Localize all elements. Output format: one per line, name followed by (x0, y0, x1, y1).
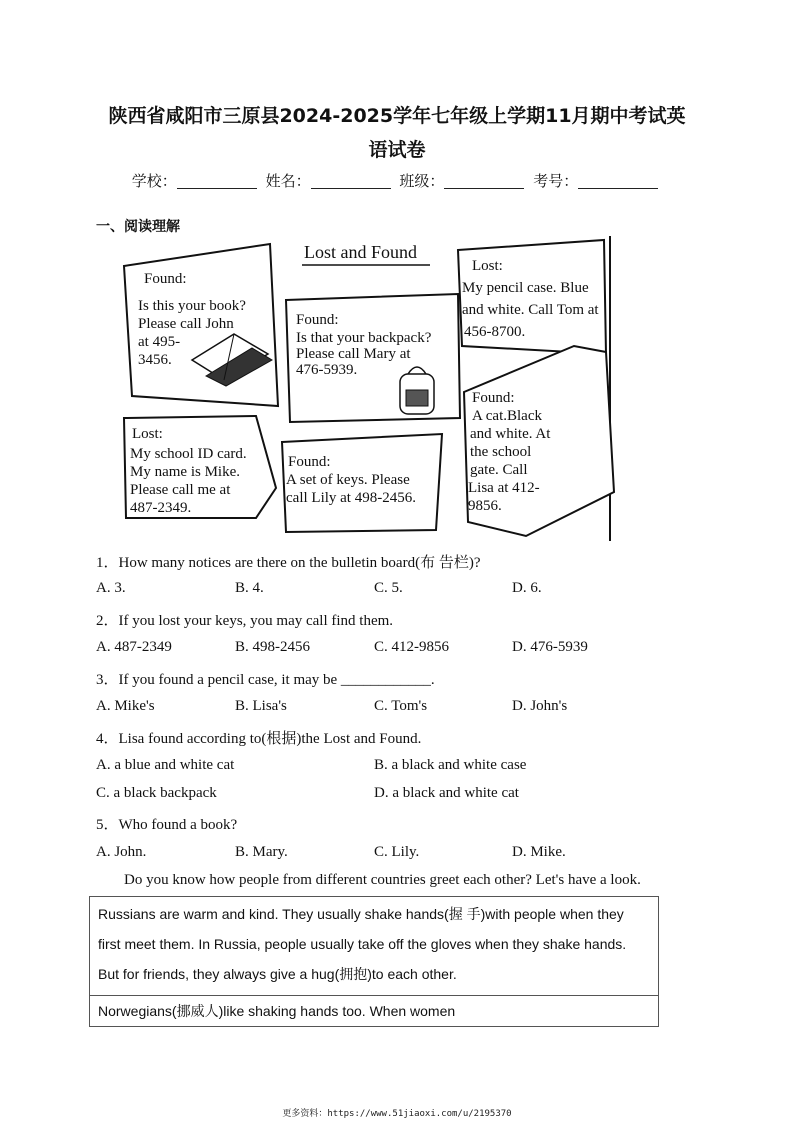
svg-text:A cat.Black: A cat.Black (472, 408, 542, 424)
q4-option-c[interactable]: C. a black backpack (96, 785, 217, 801)
notice-found-cat (464, 346, 614, 536)
backpack-icon (400, 367, 434, 414)
notice-found-keys (282, 434, 442, 532)
exam-number-blank[interactable] (578, 188, 658, 189)
svg-text:3456.: 3456. (138, 352, 172, 368)
svg-text:the school: the school (470, 444, 532, 460)
student-info-line (0, 170, 794, 191)
exam-title-line2: 语试卷 (368, 139, 426, 161)
school-label: 学校： (131, 172, 177, 190)
q4-option-a[interactable]: A. a blue and white cat (96, 757, 235, 773)
svg-text:Found:: Found: (472, 390, 515, 406)
q2-option-b[interactable]: B. 498-2456 (235, 639, 310, 655)
svg-text:Lost:: Lost: (472, 258, 503, 274)
q1-option-c[interactable]: C. 5. (374, 580, 403, 596)
passage-row-norwegians: Norwegians(挪威人)like shaking hands too. When women (98, 1003, 456, 1019)
q4-option-b[interactable]: B. a black and white case (374, 757, 527, 773)
q3-option-b[interactable]: B. Lisa's (235, 698, 287, 714)
section-title: 一、阅读理解 (96, 219, 180, 235)
question-5: 5．Who found a book? (96, 817, 238, 833)
svg-text:Is this your book?: Is this your book? (138, 298, 246, 314)
q2-option-c[interactable]: C. 412-9856 (374, 639, 449, 655)
svg-text:call Lily at 498-2456.: call Lily at 498-2456. (286, 490, 416, 506)
svg-text:Is that your backpack?: Is that your backpack? (296, 330, 432, 346)
question-1: 1．How many notices are there on the bulletin board(布 告栏)? (96, 555, 481, 571)
passage-row-russians (90, 897, 658, 996)
q5-option-c[interactable]: C. Lily. (374, 844, 420, 860)
svg-text:Please call Mary at: Please call Mary at (296, 346, 411, 362)
question-4: 4．Lisa found according to(根据)the Lost and Found. (96, 731, 422, 747)
svg-text:Lost:: Lost: (132, 426, 163, 442)
svg-text:My pencil case. Blue: My pencil case. Blue (462, 280, 589, 296)
svg-text:456-8700.: 456-8700. (464, 324, 526, 340)
q5-option-d[interactable]: D. Mike. (512, 844, 566, 860)
q3-option-a[interactable]: A. Mike's (96, 698, 155, 714)
board-heading: Lost and Found (304, 242, 418, 262)
question-2: 2．If you lost your keys, you may call find them. (96, 613, 394, 629)
exam-number-label: 考号： (533, 172, 579, 190)
name-blank[interactable] (311, 188, 391, 189)
lost-and-found-board (96, 236, 616, 546)
q1-option-a[interactable]: A. 3. (96, 580, 126, 596)
school-blank[interactable] (177, 188, 257, 189)
svg-text:9856.: 9856. (468, 498, 502, 514)
svg-text:My school ID card.: My school ID card. (130, 446, 247, 462)
passage-line: first meet them. In Russia, people usually take off the gloves when they shake hands. (98, 936, 627, 952)
svg-text:Found:: Found: (288, 454, 331, 470)
q3-option-c[interactable]: C. Tom's (374, 698, 428, 714)
svg-text:My name is Mike.: My name is Mike. (130, 464, 240, 480)
q1-option-b[interactable]: B. 4. (235, 580, 264, 596)
exam-title-line1: 陕西省咸阳市三原县2024-2025学年七年级上学期11月期中考试英 (108, 105, 686, 127)
svg-text:at 495-: at 495- (138, 334, 181, 350)
passage-line: Russians are warm and kind. They usually shake hands(握 手)with people when they (98, 906, 624, 922)
passage-line: But for friends, they always give a hug(拥抱)to each other. (98, 966, 457, 982)
svg-text:Lisa at 412-: Lisa at 412- (468, 480, 540, 496)
notice-lost-pencil-case (458, 240, 606, 354)
footer-link[interactable]: 更多资料：https://www.51jiaoxi.com/u/2195370 (282, 1109, 512, 1119)
passage-table (89, 896, 659, 1027)
svg-text:A set of keys. Please: A set of keys. Please (286, 472, 410, 488)
svg-text:gate. Call: gate. Call (470, 462, 528, 478)
q5-option-a[interactable]: A. John. (96, 844, 147, 860)
notice-found-backpack (286, 294, 460, 422)
q5-option-b[interactable]: B. Mary. (235, 844, 288, 860)
q3-option-d[interactable]: D. John's (512, 698, 568, 714)
svg-text:Please call John: Please call John (138, 316, 234, 332)
svg-text:Found:: Found: (296, 312, 339, 328)
name-label: 姓名： (265, 172, 311, 190)
svg-text:476-5939.: 476-5939. (296, 362, 358, 378)
notice-lost-id-card (124, 416, 276, 518)
q4-option-d[interactable]: D. a black and white cat (374, 785, 519, 801)
q1-option-d[interactable]: D. 6. (512, 580, 542, 596)
svg-text:Please call me at: Please call me at (130, 482, 231, 498)
class-blank[interactable] (444, 188, 524, 189)
svg-text:and white. Call Tom at: and white. Call Tom at (462, 302, 599, 318)
class-label: 班级： (399, 172, 445, 190)
q2-option-a[interactable]: A. 487-2349 (96, 639, 172, 655)
passage-intro: Do you know how people from different countries greet each other? Let's have a look. (124, 872, 641, 888)
q2-option-d[interactable]: D. 476-5939 (512, 639, 588, 655)
svg-text:and white. At: and white. At (470, 426, 551, 442)
notice-found-book (124, 244, 278, 406)
svg-text:487-2349.: 487-2349. (130, 500, 192, 516)
notice-type: Found: (144, 271, 187, 287)
question-3: 3．If you found a pencil case, it may be ____________. (96, 672, 435, 688)
